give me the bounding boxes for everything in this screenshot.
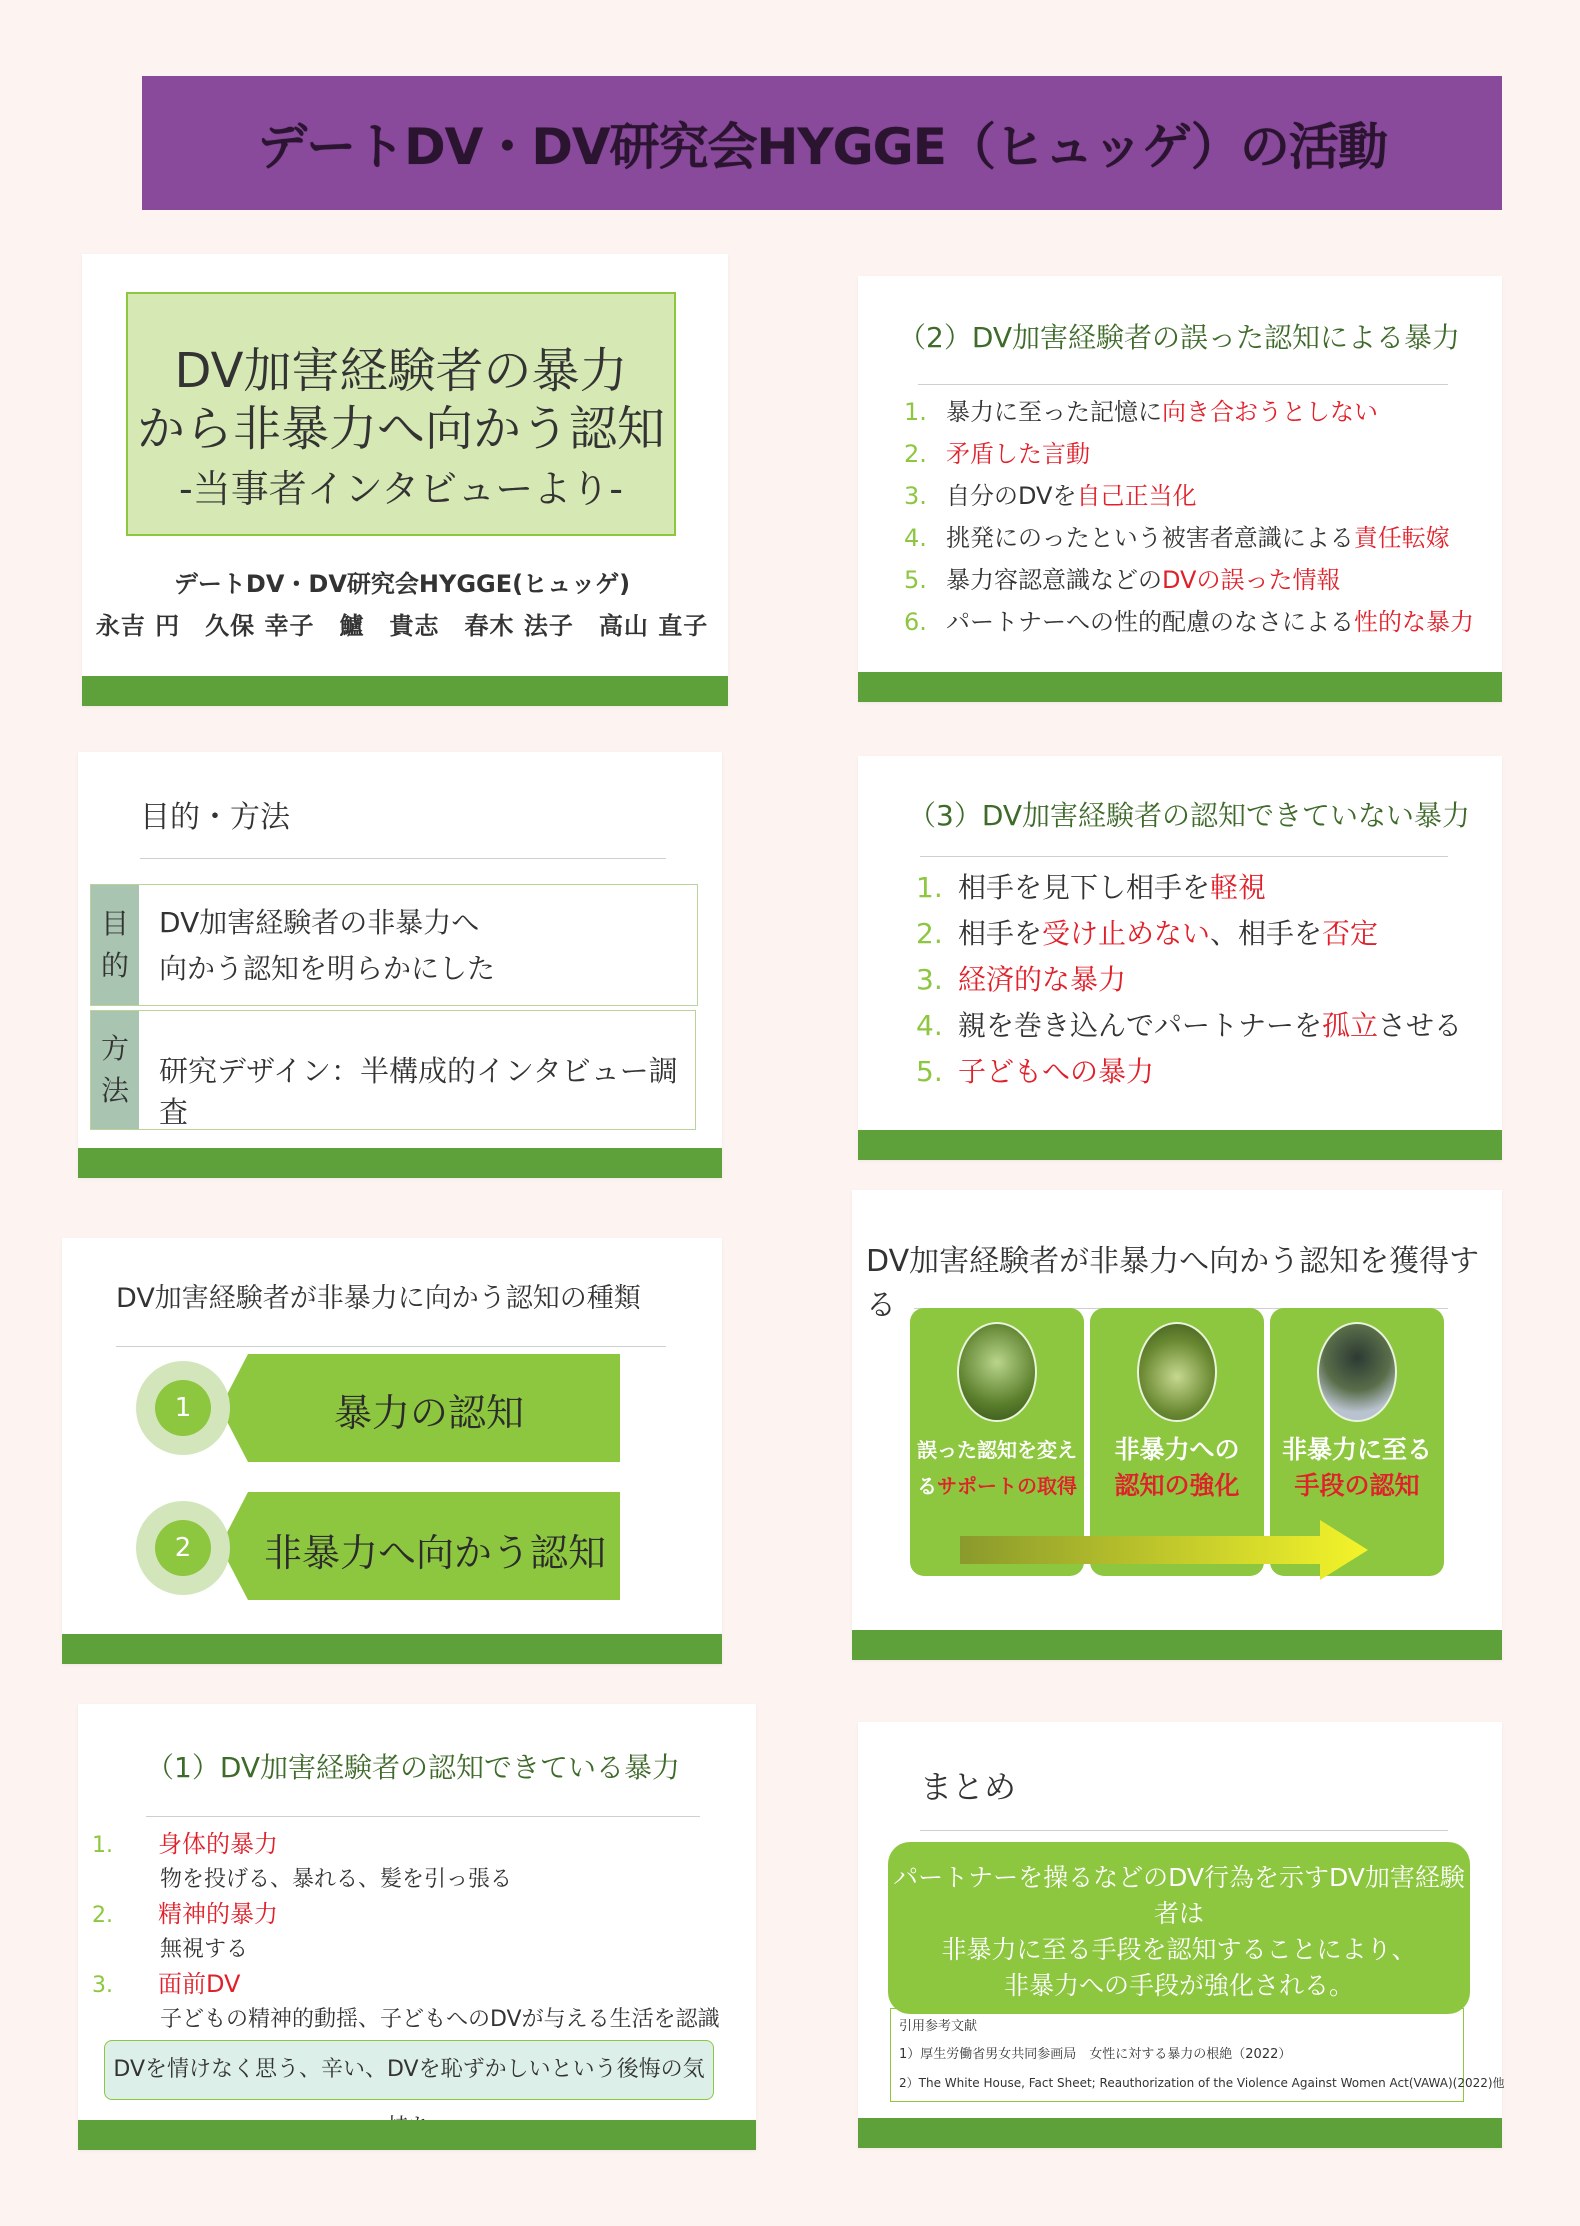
slide-title-line2: から非暴力へ向かう認知 [136,401,665,457]
summary-line: 非暴力への手段が強化される。 [1003,1971,1354,2000]
recognized-slide [78,1704,756,2150]
tree-image [1317,1322,1397,1422]
slide-heading: まとめ [920,1768,1017,1806]
list-item: 3. 自分のDVを自己正当化 [904,482,1197,510]
poster-title: デートDV・DV研究会HYGGE（ヒュッゲ）の活動 [142,76,1502,210]
slide-title-line1: DV加害経験者の暴力 [174,343,628,399]
references-title: 引用参考文献 [899,2019,978,2034]
slide-footer-bar [858,1130,1502,1160]
list-item: 1. 相手を見下し相手を軽視 [916,871,1267,904]
list-item: 5. 子どもへの暴力 [916,1055,1155,1088]
list-item: 5. 暴力容認意識などのDVの誤った情報 [904,566,1341,594]
slide-footer-bar [78,2120,756,2150]
purpose-line1: DV加害経験者の非暴力へ [159,906,480,939]
forest-image [957,1322,1037,1422]
list-item: 6. パートナーへの性的配慮のなさによる性的な暴力 [904,608,1474,636]
summary-slide [858,1722,1505,2148]
slide-heading: （1）DV加害経験者の認知できている暴力 [146,1751,681,1784]
acquiring-cognition-slide [852,1190,1502,1660]
step-card: 非暴力に至る 手段の認知 [1270,1308,1444,1576]
slide-footer-bar [852,1630,1502,1660]
list-item: 4. 挑発にのったという被害者意識による責任転嫁 [904,524,1450,552]
slide-heading: 目的・方法 [140,800,290,835]
list-item-desc: 物を投げる、暴れる、髪を引っ張る [160,1867,513,1892]
list-item: 1. 暴力に至った記憶に向き合おうとしない [904,398,1378,426]
summary-box [888,1842,1470,2014]
regret-note: DVを情けなく思う、辛い、DVを恥ずかしいという後悔の気 [104,2040,714,2100]
list-item-desc: 子どもの精神的動揺、子どもへのDVが与える生活を認識 [160,2007,720,2032]
unrecognized-slide [858,756,1502,1160]
method-box [90,1010,696,1130]
cognition-types-slide [62,1238,722,1664]
forest-path-image [1137,1322,1217,1422]
reference-item: 1）厚生労働省男女共同参画局 女性に対する暴力の根絶（2022） [899,2047,1292,2062]
references-box [890,2008,1505,2102]
slide-footer-bar [858,672,1502,702]
divider [920,856,1448,857]
divider [920,1830,1448,1831]
number-badge: 2 [136,1501,230,1595]
number-badge: 1 [136,1361,230,1455]
purpose-tag: 目 的 [91,885,139,1005]
list-item: 2. 相手を受け止めない、相手を否定 [916,917,1379,950]
misperception-slide [858,276,1502,702]
list-item: 2. 精神的暴力 [92,1900,278,1928]
list-item: 3. 面前DV [92,1970,241,1998]
list-item-desc: 無視する [160,1937,249,1962]
divider [918,384,1448,385]
author-list: 永吉 円 久保 幸子 鱸 貴志 春木 法子 高山 直子 [95,612,709,640]
method-text: 研究デザイン：半構成的インタビュー調査 [159,1054,678,1129]
slide-subtitle: -当事者インタビューより- [179,467,623,511]
divider [116,1346,666,1347]
cognition-type-label: 暴力の認知 [334,1391,525,1435]
title-slide [82,254,728,706]
divider [146,1816,700,1817]
slide-heading: DV加害経験者が非暴力へ向かう認知を獲得する [866,1244,1480,1323]
purpose-box [90,884,698,1006]
slide-heading: DV加害経験者が非暴力に向かう認知の種類 [116,1283,641,1314]
list-item: 1. 身体的暴力 [92,1830,278,1858]
list-item: 3. 経済的な暴力 [916,963,1127,996]
organization-name: デートDV・DV研究会HYGGE(ヒュッゲ) [173,570,631,598]
slide-footer-bar [62,1634,722,1664]
purpose-line2: 向かう認知を明らかにした [159,952,496,985]
slide-footer-bar [858,2118,1502,2148]
step-card: 誤った認知を変え るサポートの取得 [910,1308,1084,1576]
summary-line: パートナーを操るなどのDV行為を示すDV加害経験者は [893,1863,1465,1928]
summary-line: 非暴力に至る手段を認知することにより、 [941,1935,1417,1964]
method-tag: 方 法 [91,1011,139,1129]
slide-footer-bar [82,676,728,706]
list-item: 2. 矛盾した言動 [904,440,1090,468]
slide-heading: （2）DV加害経験者の誤った認知による暴力 [898,321,1461,354]
purpose-method-slide [78,752,722,1178]
title-box [126,292,676,536]
slide-footer-bar [78,1148,722,1178]
progress-arrow [960,1518,1370,1582]
reference-item: 2）The White House, Fact Sheet; Reauthorization of the Violence Against Women Act(VAWA)(2022)他 [899,2076,1505,2090]
slide-heading: （3）DV加害経験者の認知できていない暴力 [908,799,1471,832]
step-card: 非暴力への 認知の強化 [1090,1308,1264,1576]
cognition-type-label: 非暴力へ向かう認知 [264,1531,607,1575]
divider [140,858,666,859]
list-item: 4. 親を巻き込んでパートナーを孤立させる [916,1009,1463,1042]
